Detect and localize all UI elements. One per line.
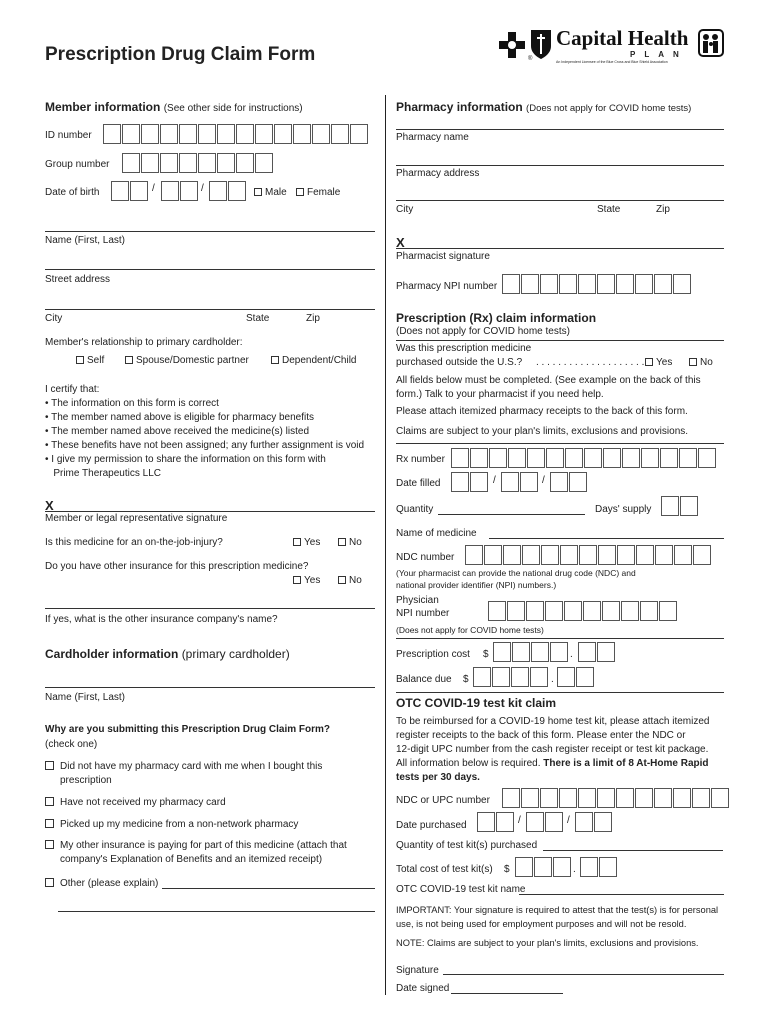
- other-ins-no-checkbox-icon: [338, 576, 346, 584]
- street-address-label: Street address: [45, 274, 111, 285]
- why-question: Why are you submitting this Prescription Drug Claim Form?: [45, 724, 331, 735]
- otc-intro-line: All information below is required.: [396, 758, 541, 769]
- dob-label: Date of birth: [45, 187, 100, 198]
- cardholder-heading: [45, 647, 290, 661]
- date-filled-day-boxes[interactable]: [501, 472, 539, 492]
- date-purchased-label: Date purchased: [396, 820, 467, 831]
- prescription-cost-decimal: .: [570, 649, 573, 660]
- otj-question: Is this medicine for an on-the-job-injury?: [45, 537, 223, 548]
- member-name-label: Name (First, Last): [45, 235, 126, 246]
- outside-us-yes-label: Yes: [656, 357, 673, 368]
- ndc-upc-boxes[interactable]: [502, 788, 730, 808]
- group-number-label: Group number: [45, 159, 110, 170]
- member-heading-text: Member information: [45, 100, 161, 114]
- other-insurance-name-label: If yes, what is the other insurance company's name?: [45, 614, 278, 625]
- certify-item: • The member named above received the medicine(s) listed: [45, 426, 309, 437]
- prescription-cost-label: Prescription cost: [396, 649, 470, 660]
- important-1: IMPORTANT: Your signature is required to attest that the test(s) is for personal: [396, 905, 719, 915]
- rel-spouse-checkbox-icon: [125, 356, 133, 364]
- quantity-line[interactable]: [438, 514, 585, 515]
- certify-item: • I give my permission to share the information on this form with: [45, 454, 326, 465]
- relationship-label: Member's relationship to primary cardholder:: [45, 337, 243, 348]
- female-checkbox[interactable]: [296, 187, 340, 198]
- logo-name: Capital Health: [556, 26, 689, 50]
- balance-due-dollars-boxes[interactable]: [473, 667, 549, 687]
- male-checkbox[interactable]: [254, 187, 287, 198]
- reason-2-checkbox-icon: [45, 797, 54, 806]
- reason-1-checkbox[interactable]: [45, 761, 322, 772]
- reason-2-checkbox[interactable]: [45, 797, 226, 808]
- otc-intro-line: register receipts to the back of this form. Please enter the NDC or: [396, 730, 686, 741]
- member-heading: [45, 100, 303, 114]
- otc-limit-2: tests per 30 days.: [396, 772, 480, 783]
- otc-signature-line[interactable]: [443, 974, 724, 975]
- otc-quantity-line[interactable]: [543, 850, 723, 851]
- outside-us-no-checkbox-icon: [689, 358, 697, 366]
- pharmacy-heading-text: Pharmacy information: [396, 100, 523, 114]
- pharmacy-city-line[interactable]: [396, 200, 724, 201]
- dob-year-boxes[interactable]: [209, 181, 247, 201]
- male-label: Male: [265, 187, 287, 198]
- pharmacy-npi-label: Pharmacy NPI number: [396, 281, 498, 292]
- date-purchased-month-boxes[interactable]: [477, 812, 515, 832]
- outside-us-question-1: Was this prescription medicine: [396, 343, 532, 354]
- other-insurance-question: Do you have other insurance for this prescription medicine?: [45, 561, 309, 572]
- outside-us-yes-checkbox[interactable]: [645, 357, 672, 368]
- date-filled-month-boxes[interactable]: [451, 472, 489, 492]
- dob-day-boxes[interactable]: [161, 181, 199, 201]
- logo-tagline: An Independent Licensee of the Blue Cross and Blue Shield Association: [556, 60, 668, 64]
- date-purchased-slash-1: /: [518, 815, 521, 826]
- otc-quantity-label: Quantity of test kit(s) purchased: [396, 840, 538, 851]
- reason-4-label: My other insurance is paying for part of this medicine (attach that: [60, 840, 347, 851]
- rx-limits: Claims are subject to your plan's limits, exclusions and provisions.: [396, 426, 689, 437]
- member-zip-label: Zip: [306, 313, 320, 324]
- column-divider: [385, 95, 386, 995]
- ndc-note-2: national provider identifier (NPI) numbers.): [396, 580, 557, 590]
- otc-kit-name-label: OTC COVID-19 test kit name: [396, 884, 526, 895]
- reason-5-checkbox-icon: [45, 878, 54, 887]
- physician-note: (Does not apply for COVID home tests): [396, 625, 544, 635]
- otc-limit-1: There is a limit of 8 At-Home Rapid: [543, 758, 709, 769]
- otj-no-checkbox-icon: [338, 538, 346, 546]
- rel-dependent-checkbox-icon: [271, 356, 279, 364]
- otj-yes-label: Yes: [304, 537, 321, 548]
- rel-self-checkbox-icon: [76, 356, 84, 364]
- balance-due-dollar: $: [463, 674, 469, 685]
- pharmacy-zip-label: Zip: [656, 204, 670, 215]
- rx-divider-3: [396, 638, 724, 639]
- otc-kit-name-line[interactable]: [519, 894, 724, 895]
- page-title: Prescription Drug Claim Form: [45, 44, 316, 65]
- female-checkbox-icon: [296, 188, 304, 196]
- rx-divider-2: [396, 443, 724, 444]
- prescription-cost-dollar: $: [483, 649, 489, 660]
- certify-item: • These benefits have not been assigned; any further assignment is void: [45, 440, 365, 451]
- reason-3-checkbox-icon: [45, 819, 54, 828]
- date-purchased-day-boxes[interactable]: [526, 812, 564, 832]
- reason-2-label: Have not received my pharmacy card: [60, 797, 226, 808]
- cardholder-name-label: Name (First, Last): [45, 692, 126, 703]
- other-ins-yes-label: Yes: [304, 575, 321, 586]
- reason-4-checkbox[interactable]: [45, 840, 347, 851]
- dob-month-boxes[interactable]: [111, 181, 149, 201]
- pharmacy-heading-note: (Does not apply for COVID home tests): [526, 103, 692, 114]
- reason-1-checkbox-icon: [45, 761, 54, 770]
- balance-due-cents-boxes[interactable]: [557, 667, 595, 687]
- date-filled-slash-1: /: [493, 475, 496, 486]
- outside-us-no-checkbox[interactable]: [689, 357, 713, 368]
- otc-cost-decimal: .: [573, 864, 576, 875]
- reason-1-label: Did not have my pharmacy card with me when I bought this: [60, 761, 323, 772]
- all-fields-2: form.) Talk to your pharmacist if you need help.: [396, 389, 604, 400]
- all-fields-1: All fields below must be completed. (See example on the back of this: [396, 375, 701, 386]
- other-explain-line[interactable]: [162, 888, 375, 889]
- pharmacist-signature-line[interactable]: [396, 248, 724, 249]
- reason-4-label-cont: company's Explanation of Benefits and an itemized receipt): [60, 854, 323, 865]
- other-ins-yes-checkbox[interactable]: [293, 575, 320, 586]
- pharmacy-heading: [396, 100, 691, 114]
- pharmacy-state-label: State: [597, 204, 621, 215]
- cross-logo-icon: [498, 31, 526, 59]
- otj-yes-checkbox-icon: [293, 538, 301, 546]
- logo: [498, 26, 728, 66]
- days-supply-boxes[interactable]: [661, 496, 699, 516]
- days-supply-label: Days' supply: [595, 504, 652, 515]
- family-logo-icon: [698, 29, 724, 57]
- male-checkbox-icon: [254, 188, 262, 196]
- certify-item: • The member named above is eligible for pharmacy benefits: [45, 412, 315, 423]
- date-filled-label: Date filled: [396, 478, 441, 489]
- date-purchased-slash-2: /: [567, 815, 570, 826]
- pharmacy-address-label: Pharmacy address: [396, 168, 480, 179]
- outside-us-yes-checkbox-icon: [645, 358, 653, 366]
- certify-block: [45, 383, 364, 481]
- reason-1-label-cont: prescription: [60, 775, 112, 786]
- rx-number-boxes[interactable]: [451, 448, 717, 468]
- otc-note: NOTE: Claims are subject to your plan's limits, exclusions and provisions.: [396, 938, 699, 948]
- id-number-boxes[interactable]: [103, 124, 369, 144]
- member-signature-line[interactable]: [45, 511, 375, 512]
- check-one: (check one): [45, 739, 98, 750]
- member-city-label: City: [45, 313, 63, 324]
- otc-cost-label: Total cost of test kit(s): [396, 864, 493, 875]
- otc-cost-dollar: $: [504, 864, 510, 875]
- date-purchased-year-boxes[interactable]: [575, 812, 613, 832]
- pharmacy-address-line[interactable]: [396, 165, 724, 166]
- member-name-line[interactable]: [45, 231, 375, 232]
- rel-self-label: Self: [87, 355, 105, 366]
- reason-3-checkbox[interactable]: [45, 819, 298, 830]
- outside-us-question-2: purchased outside the U.S.?: [396, 357, 523, 368]
- member-heading-note: (See other side for instructions): [163, 103, 303, 114]
- member-city-line[interactable]: [45, 309, 375, 310]
- pharmacy-name-label: Pharmacy name: [396, 132, 469, 143]
- rx-heading: Prescription (Rx) claim information: [396, 311, 597, 325]
- id-number-label: ID number: [45, 130, 92, 141]
- physician-npi-boxes[interactable]: [488, 601, 678, 621]
- otc-cost-cents-boxes[interactable]: [580, 857, 618, 877]
- certify-item: Prime Therapeutics LLC: [45, 468, 161, 479]
- certify-intro: I certify that:: [45, 384, 100, 395]
- quantity-label: Quantity: [396, 504, 434, 515]
- otc-heading: OTC COVID-19 test kit claim: [396, 696, 557, 710]
- reason-3-label: Picked up my medicine from a non-network pharmacy: [60, 819, 299, 830]
- otc-intro: [396, 715, 709, 785]
- pharmacy-npi-boxes[interactable]: [502, 274, 692, 294]
- important-2: use, is not being used for employment purposes and will not be resold.: [396, 919, 687, 929]
- attach-receipts: Please attach itemized pharmacy receipts to the back of this form.: [396, 406, 688, 417]
- pharmacy-city-label: City: [396, 204, 414, 215]
- pharmacist-signature-label: Pharmacist signature: [396, 251, 490, 262]
- member-state-label: State: [246, 313, 270, 324]
- rx-note: (Does not apply for COVID home tests): [396, 326, 570, 337]
- cardholder-heading-note: (primary cardholder): [181, 647, 290, 661]
- cardholder-name-line[interactable]: [45, 687, 375, 688]
- reason-4-checkbox-icon: [45, 840, 54, 849]
- date-signed-label: Date signed: [396, 983, 450, 994]
- other-ins-yes-checkbox-icon: [293, 576, 301, 584]
- logo-tm: ®: [528, 56, 533, 62]
- ndc-number-label: NDC number: [396, 552, 455, 563]
- physician-label-1: Physician: [396, 595, 439, 606]
- otc-divider: [396, 692, 724, 693]
- other-explain-line-2[interactable]: [58, 911, 375, 912]
- dob-slash-1: /: [152, 183, 155, 194]
- date-filled-year-boxes[interactable]: [550, 472, 588, 492]
- date-signed-line[interactable]: [451, 993, 563, 994]
- certify-item: • The information on this form is correct: [45, 398, 219, 409]
- rel-self-checkbox[interactable]: [76, 355, 104, 366]
- pharmacist-signature-x: X: [396, 235, 405, 250]
- other-ins-no-checkbox[interactable]: [338, 575, 362, 586]
- balance-due-decimal: .: [551, 674, 554, 685]
- physician-label-2: NPI number: [396, 608, 450, 619]
- rx-divider: [396, 340, 724, 341]
- street-address-line[interactable]: [45, 269, 375, 270]
- medicine-name-line[interactable]: [489, 538, 724, 539]
- otj-no-checkbox[interactable]: [338, 537, 362, 548]
- cardholder-heading-text: Cardholder information: [45, 647, 179, 661]
- member-signature-x: X: [45, 498, 54, 513]
- otc-intro-line: To be reimbursed for a COVID-19 home test kit, please attach itemized: [396, 716, 710, 727]
- balance-due-label: Balance due: [396, 674, 452, 685]
- prescription-cost-dollars-boxes[interactable]: [493, 642, 569, 662]
- dob-slash-2: /: [201, 183, 204, 194]
- logo-plan: PLAN: [630, 50, 688, 59]
- pharmacy-name-line[interactable]: [396, 129, 724, 130]
- group-number-boxes[interactable]: [122, 153, 274, 173]
- other-ins-no-label: No: [349, 575, 362, 586]
- otc-intro-line: 12-digit UPC number from the cash register receipt or test kit package.: [396, 744, 709, 755]
- rel-dependent-checkbox[interactable]: [271, 355, 357, 366]
- shield-logo-icon: [529, 28, 553, 60]
- rel-dependent-label: Dependent/Child: [282, 355, 357, 366]
- ndc-upc-label: NDC or UPC number: [396, 795, 490, 806]
- otc-signature-label: Signature: [396, 965, 439, 976]
- reason-5-label: Other (please explain): [60, 878, 159, 889]
- otc-cost-dollars-boxes[interactable]: [515, 857, 572, 877]
- member-signature-label: Member or legal representative signature: [45, 513, 228, 524]
- female-label: Female: [307, 187, 341, 198]
- other-insurance-name-line[interactable]: [45, 608, 375, 609]
- ndc-number-boxes[interactable]: [465, 545, 712, 565]
- ndc-note-1: (Your pharmacist can provide the national drug code (NDC) and: [396, 568, 636, 578]
- date-filled-slash-2: /: [542, 475, 545, 486]
- rel-spouse-label: Spouse/Domestic partner: [136, 355, 249, 366]
- rx-number-label: Rx number: [396, 454, 445, 465]
- rel-spouse-checkbox[interactable]: [125, 355, 249, 366]
- otj-yes-checkbox[interactable]: [293, 537, 320, 548]
- prescription-cost-cents-boxes[interactable]: [578, 642, 616, 662]
- medicine-name-label: Name of medicine: [396, 528, 477, 539]
- reason-5-checkbox[interactable]: [45, 878, 158, 889]
- otj-no-label: No: [349, 537, 362, 548]
- outside-us-no-label: No: [700, 357, 713, 368]
- outside-us-dots: . . . . . . . . . . . . . . . . . . . .: [536, 357, 645, 368]
